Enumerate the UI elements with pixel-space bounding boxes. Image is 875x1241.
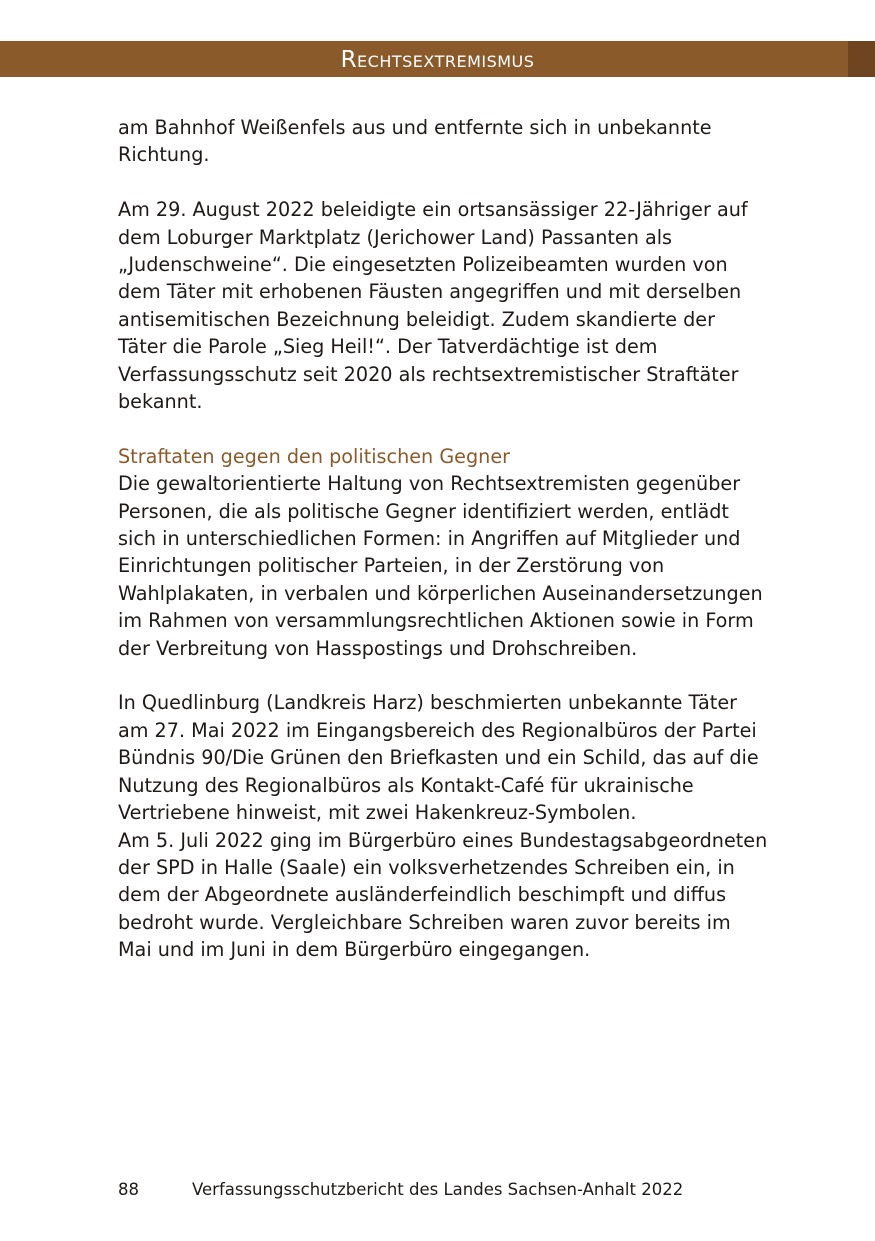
paragraph-loburg-incident: Am 29. August 2022 beleidigte ein ortsansässiger 22-Jähriger auf dem Loburger Marktplatz (Jerichower Land) Passanten als „Judenschweine“. Die eingesetzten Polizeibeamten wurden von dem Täter mit erhobenen Fäusten angegriffen und mit derselben antisemitischen Bezeichnung beleidigt. Zudem skandierte der Täter die Parole „Sieg Heil!“. Der Tatverdächtige ist dem Verfassungsschutz seit 2020 als rechtsextremistischer Straftäter bekannt. <box>118 198 748 414</box>
paragraph-political-opponents: Die gewaltorientierte Haltung von Rechtsextremisten gegenüber Personen, die als politische Gegner identifiziert werden, entlädt sich in unterschiedlichen Formen: in Angriffen auf Mitglieder und Einrichtungen politischer Parteien, in der Zerstörung von Wahlplakaten, in verbalen und körperlichen Auseinandersetzungen im Rahmen von versammlungsrechtlichen Aktionen sowie in Form der Verbreitung von Hasspostings und Drohschreiben. <box>118 472 763 660</box>
paragraph-halle-incident: Am 5. Juli 2022 ging im Bürgerbüro eines Bundestagsabgeordneten der SPD in Halle (Saale) ein volksverhetzendes Schreiben ein, in dem der Abgeordnete ausländerfeindlich beschimpft und diffus bedroht wurde. Vergleichbare Schreiben waren zuvor bereits im Mai und im Juni in dem Bürgerbüro eingegangen. <box>118 828 768 962</box>
publication-title: Verfassungsschutzbericht des Landes Sachsen-Anhalt 2022 <box>192 1180 684 1199</box>
page-footer <box>118 1180 683 1199</box>
page-number: 88 <box>118 1180 139 1199</box>
paragraph-continuation: am Bahnhof Weißenfels aus und entfernte sich in unbekannte Richtung. <box>118 116 712 167</box>
chapter-title: Rechtsextremismus <box>340 47 535 73</box>
section-subheading: Straftaten gegen den politischen Gegner <box>118 444 511 468</box>
page-body <box>118 114 768 964</box>
paragraph-quedlinburg-incident: In Quedlinburg (Landkreis Harz) beschmierten unbekannte Täter am 27. Mai 2022 im Eingangsbereich des Regionalbüros der Partei Bündnis 90/Die Grünen den Briefkasten und ein Schild, das auf die Nutzung des Regionalbüros als Kontakt-Café für ukrainische Vertriebene hinweist, mit zwei Hakenkreuz-Symbolen. <box>118 691 759 825</box>
